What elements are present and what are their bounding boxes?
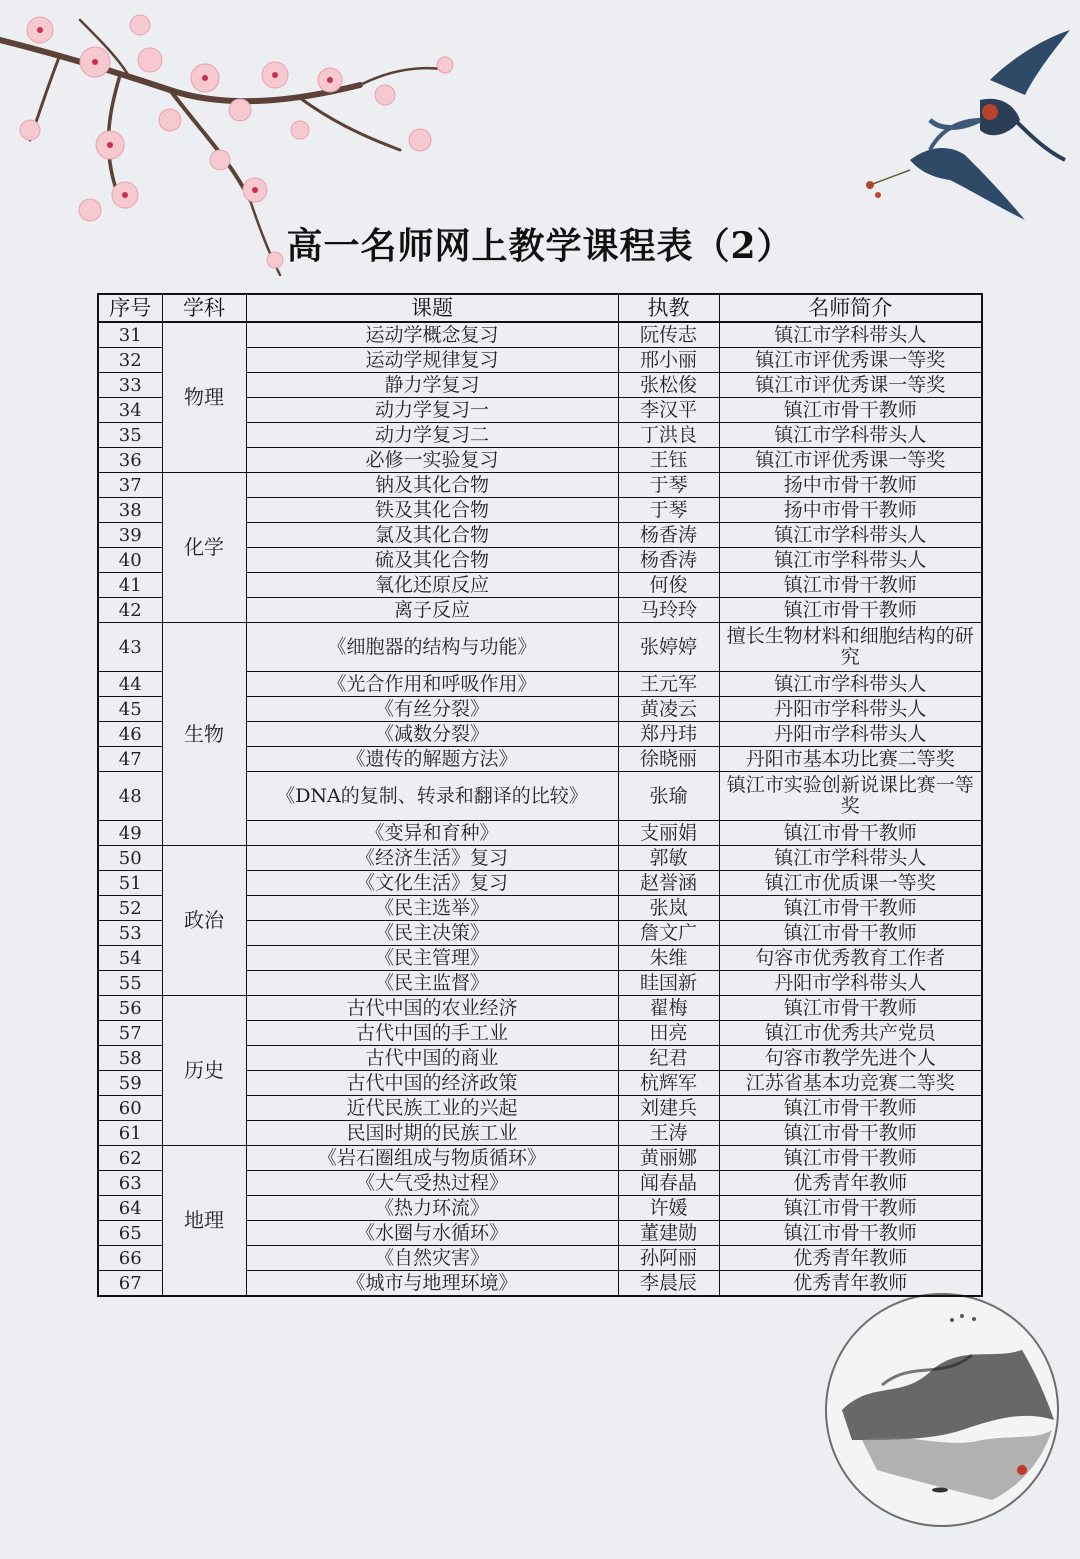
teacher-name: 郭敏	[618, 846, 719, 871]
teacher-name: 田亮	[618, 1021, 719, 1046]
course-schedule-table	[97, 293, 983, 1297]
lesson-topic: 动力学复习二	[246, 423, 618, 448]
lesson-number: 61	[98, 1121, 162, 1146]
lesson-number: 50	[98, 846, 162, 871]
lesson-number: 60	[98, 1096, 162, 1121]
lesson-topic: 民国时期的民族工业	[246, 1121, 618, 1146]
subject-cell: 政治	[162, 846, 246, 996]
lesson-number: 43	[98, 623, 162, 672]
teacher-intro: 丹阳市学科带头人	[719, 697, 982, 722]
teacher-name: 支丽娟	[618, 821, 719, 846]
teacher-intro: 镇江市学科带头人	[719, 548, 982, 573]
lesson-number: 31	[98, 322, 162, 348]
header-subject: 学科	[162, 294, 246, 322]
teacher-name: 孙阿丽	[618, 1246, 719, 1271]
lesson-topic: 运动学概念复习	[246, 322, 618, 348]
lesson-topic: 钠及其化合物	[246, 473, 618, 498]
table-body	[98, 322, 982, 1296]
teacher-intro: 镇江市评优秀课一等奖	[719, 448, 982, 473]
table-header-row	[98, 294, 982, 322]
lesson-topic: 《自然灾害》	[246, 1246, 618, 1271]
lesson-topic: 《经济生活》复习	[246, 846, 618, 871]
header-teacher: 执教	[618, 294, 719, 322]
lesson-topic: 铁及其化合物	[246, 498, 618, 523]
teacher-intro: 镇江市骨干教师	[719, 573, 982, 598]
teacher-intro: 句容市优秀教育工作者	[719, 946, 982, 971]
lesson-topic: 古代中国的农业经济	[246, 996, 618, 1021]
lesson-topic: 静力学复习	[246, 373, 618, 398]
teacher-name: 杭辉军	[618, 1071, 719, 1096]
lesson-number: 47	[98, 747, 162, 772]
lesson-topic: 《减数分裂》	[246, 722, 618, 747]
lesson-number: 55	[98, 971, 162, 996]
teacher-intro: 镇江市实验创新说课比赛一等奖	[719, 772, 982, 821]
teacher-name: 李汉平	[618, 398, 719, 423]
lesson-number: 63	[98, 1171, 162, 1196]
subject-cell: 历史	[162, 996, 246, 1146]
lesson-number: 32	[98, 348, 162, 373]
lesson-number: 34	[98, 398, 162, 423]
lesson-number: 39	[98, 523, 162, 548]
lesson-number: 40	[98, 548, 162, 573]
lesson-topic: 近代民族工业的兴起	[246, 1096, 618, 1121]
lesson-number: 49	[98, 821, 162, 846]
teacher-intro: 句容市教学先进个人	[719, 1046, 982, 1071]
lesson-number: 35	[98, 423, 162, 448]
teacher-name: 刘建兵	[618, 1096, 719, 1121]
lesson-topic: 古代中国的商业	[246, 1046, 618, 1071]
teacher-intro: 扬中市骨干教师	[719, 498, 982, 523]
teacher-intro: 镇江市学科带头人	[719, 672, 982, 697]
teacher-name: 赵誉涵	[618, 871, 719, 896]
lesson-number: 54	[98, 946, 162, 971]
table-row	[98, 623, 982, 672]
teacher-intro: 镇江市骨干教师	[719, 1121, 982, 1146]
teacher-name: 邢小丽	[618, 348, 719, 373]
teacher-name: 张松俊	[618, 373, 719, 398]
teacher-intro: 镇江市骨干教师	[719, 896, 982, 921]
lesson-topic: 《大气受热过程》	[246, 1171, 618, 1196]
table-row	[98, 473, 982, 498]
teacher-name: 丁洪良	[618, 423, 719, 448]
lesson-number: 64	[98, 1196, 162, 1221]
lesson-topic: 古代中国的经济政策	[246, 1071, 618, 1096]
teacher-intro: 镇江市评优秀课一等奖	[719, 373, 982, 398]
lesson-topic: 氧化还原反应	[246, 573, 618, 598]
lesson-topic: 氯及其化合物	[246, 523, 618, 548]
teacher-name: 王涛	[618, 1121, 719, 1146]
teacher-intro: 优秀青年教师	[719, 1171, 982, 1196]
table-row	[98, 322, 982, 348]
lesson-number: 37	[98, 473, 162, 498]
lesson-topic: 动力学复习一	[246, 398, 618, 423]
lesson-topic: 《细胞器的结构与功能》	[246, 623, 618, 672]
header-teacher-intro: 名师简介	[719, 294, 982, 322]
teacher-name: 张岚	[618, 896, 719, 921]
teacher-name: 王元军	[618, 672, 719, 697]
lesson-number: 48	[98, 772, 162, 821]
lesson-topic: 硫及其化合物	[246, 548, 618, 573]
subject-cell: 生物	[162, 623, 246, 846]
lesson-number: 57	[98, 1021, 162, 1046]
teacher-intro: 擅长生物材料和细胞结构的研究	[719, 623, 982, 672]
teacher-name: 董建勋	[618, 1221, 719, 1246]
teacher-intro: 丹阳市学科带头人	[719, 722, 982, 747]
teacher-intro: 扬中市骨干教师	[719, 473, 982, 498]
teacher-intro: 镇江市评优秀课一等奖	[719, 348, 982, 373]
lesson-number: 38	[98, 498, 162, 523]
teacher-intro: 镇江市学科带头人	[719, 322, 982, 348]
teacher-intro: 镇江市骨干教师	[719, 598, 982, 623]
table-row	[98, 1146, 982, 1171]
lesson-number: 51	[98, 871, 162, 896]
lesson-topic: 《有丝分裂》	[246, 697, 618, 722]
lesson-number: 36	[98, 448, 162, 473]
subject-cell: 化学	[162, 473, 246, 623]
lesson-topic: 《民主管理》	[246, 946, 618, 971]
teacher-intro: 镇江市优秀共产党员	[719, 1021, 982, 1046]
lesson-topic: 《水圈与水循环》	[246, 1221, 618, 1246]
teacher-name: 纪君	[618, 1046, 719, 1071]
teacher-intro: 镇江市骨干教师	[719, 1146, 982, 1171]
lesson-number: 53	[98, 921, 162, 946]
lesson-topic: 必修一实验复习	[246, 448, 618, 473]
header-number: 序号	[98, 294, 162, 322]
teacher-intro: 镇江市学科带头人	[719, 846, 982, 871]
table-row	[98, 996, 982, 1021]
lesson-topic: 《城市与地理环境》	[246, 1271, 618, 1297]
lesson-topic: 《民主决策》	[246, 921, 618, 946]
lesson-number: 44	[98, 672, 162, 697]
teacher-name: 杨香涛	[618, 548, 719, 573]
teacher-name: 徐晓丽	[618, 747, 719, 772]
lesson-number: 67	[98, 1271, 162, 1297]
teacher-name: 闻春晶	[618, 1171, 719, 1196]
lesson-topic: 《民主监督》	[246, 971, 618, 996]
teacher-intro: 镇江市骨干教师	[719, 1221, 982, 1246]
ink-landscape-illustration	[822, 1290, 1062, 1530]
lesson-topic: 《DNA的复制、转录和翻译的比较》	[246, 772, 618, 821]
lesson-topic: 《遗传的解题方法》	[246, 747, 618, 772]
teacher-name: 于琴	[618, 498, 719, 523]
lesson-number: 42	[98, 598, 162, 623]
teacher-name: 黄丽娜	[618, 1146, 719, 1171]
teacher-intro: 优秀青年教师	[719, 1246, 982, 1271]
teacher-intro: 镇江市骨干教师	[719, 996, 982, 1021]
teacher-name: 眭国新	[618, 971, 719, 996]
teacher-name: 马玲玲	[618, 598, 719, 623]
teacher-name: 黄凌云	[618, 697, 719, 722]
teacher-intro: 镇江市骨干教师	[719, 921, 982, 946]
teacher-intro: 镇江市学科带头人	[719, 423, 982, 448]
teacher-name: 郑丹玮	[618, 722, 719, 747]
teacher-name: 何俊	[618, 573, 719, 598]
lesson-number: 56	[98, 996, 162, 1021]
lesson-topic: 《岩石圈组成与物质循环》	[246, 1146, 618, 1171]
teacher-name: 朱维	[618, 946, 719, 971]
teacher-name: 王钰	[618, 448, 719, 473]
lesson-number: 59	[98, 1071, 162, 1096]
lesson-topic: 《热力环流》	[246, 1196, 618, 1221]
teacher-name: 杨香涛	[618, 523, 719, 548]
lesson-number: 58	[98, 1046, 162, 1071]
table-row	[98, 846, 982, 871]
teacher-name: 李晨辰	[618, 1271, 719, 1297]
lesson-number: 52	[98, 896, 162, 921]
lesson-number: 45	[98, 697, 162, 722]
subject-cell: 物理	[162, 322, 246, 473]
lesson-topic: 《光合作用和呼吸作用》	[246, 672, 618, 697]
teacher-name: 张婷婷	[618, 623, 719, 672]
lesson-number: 46	[98, 722, 162, 747]
lesson-topic: 古代中国的手工业	[246, 1021, 618, 1046]
teacher-name: 于琴	[618, 473, 719, 498]
lesson-number: 62	[98, 1146, 162, 1171]
teacher-intro: 镇江市骨干教师	[719, 821, 982, 846]
teacher-name: 翟梅	[618, 996, 719, 1021]
teacher-intro: 丹阳市基本功比赛二等奖	[719, 747, 982, 772]
teacher-name: 张瑜	[618, 772, 719, 821]
teacher-intro: 江苏省基本功竞赛二等奖	[719, 1071, 982, 1096]
teacher-intro: 镇江市优质课一等奖	[719, 871, 982, 896]
teacher-name: 詹文广	[618, 921, 719, 946]
lesson-number: 41	[98, 573, 162, 598]
lesson-topic: 《变异和育种》	[246, 821, 618, 846]
swallows-illustration	[840, 20, 1080, 230]
teacher-intro: 镇江市骨干教师	[719, 1196, 982, 1221]
teacher-intro: 镇江市骨干教师	[719, 1096, 982, 1121]
lesson-topic: 《民主选举》	[246, 896, 618, 921]
lesson-number: 65	[98, 1221, 162, 1246]
lesson-topic: 运动学规律复习	[246, 348, 618, 373]
lesson-number: 33	[98, 373, 162, 398]
lesson-topic: 《文化生活》复习	[246, 871, 618, 896]
teacher-name: 阮传志	[618, 322, 719, 348]
lesson-topic: 离子反应	[246, 598, 618, 623]
teacher-intro: 优秀青年教师	[719, 1271, 982, 1297]
subject-cell: 地理	[162, 1146, 246, 1297]
page-title: 高一名师网上教学课程表（2）	[286, 225, 794, 267]
teacher-intro: 镇江市骨干教师	[719, 398, 982, 423]
lesson-number: 66	[98, 1246, 162, 1271]
teacher-name: 许媛	[618, 1196, 719, 1221]
teacher-intro: 镇江市学科带头人	[719, 523, 982, 548]
header-topic: 课题	[246, 294, 618, 322]
teacher-intro: 丹阳市学科带头人	[719, 971, 982, 996]
